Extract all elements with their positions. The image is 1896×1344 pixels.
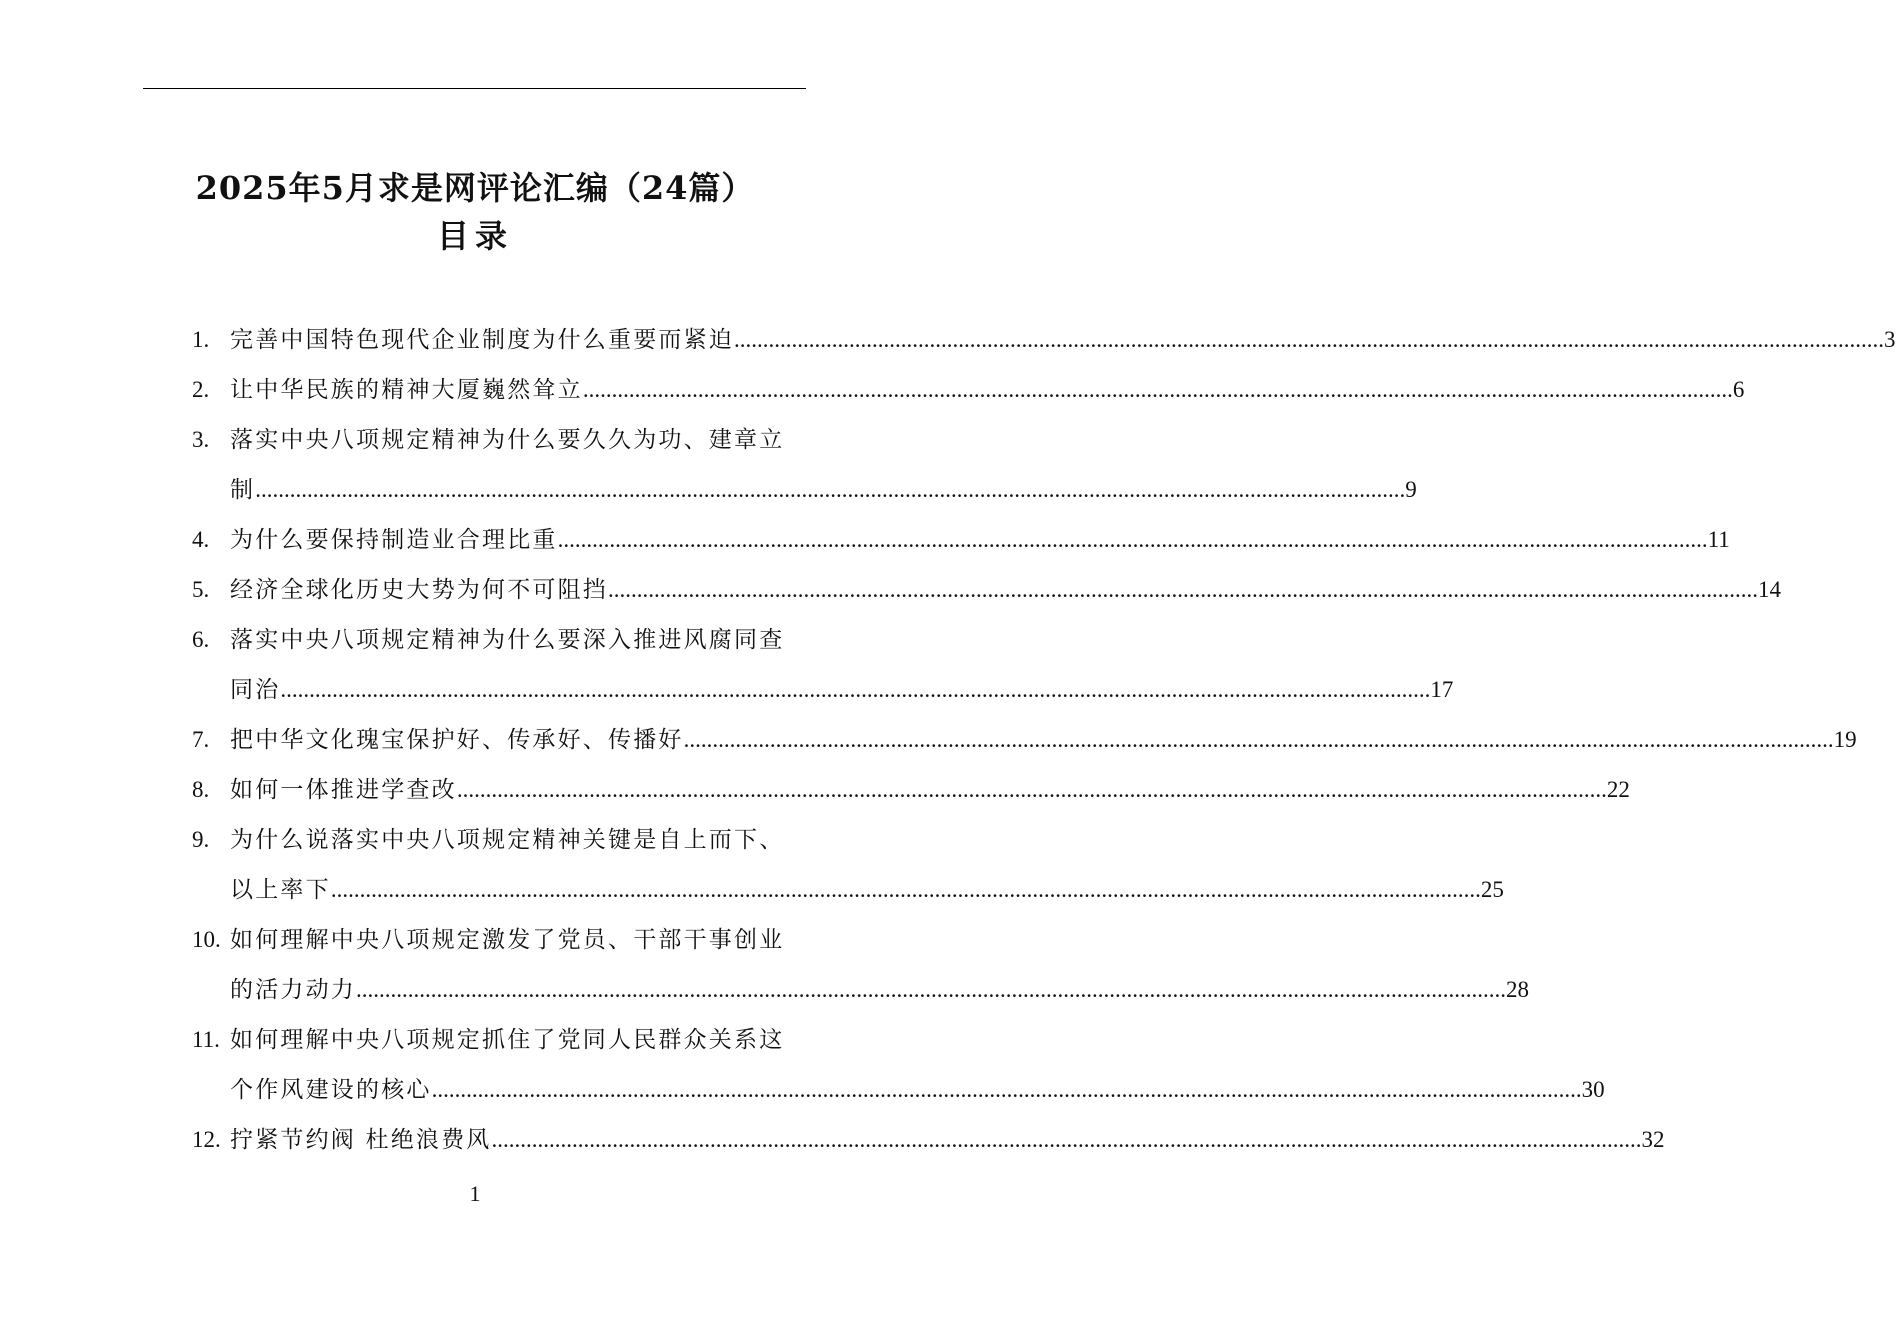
toc-entry-line bbox=[230, 970, 1529, 1010]
toc-entry-page: 14 bbox=[1758, 577, 1781, 602]
toc-entry-number: 6. bbox=[192, 627, 210, 652]
toc-entry[interactable] bbox=[0, 1120, 1665, 1160]
toc-entry-title: 如何理解中央八项规定抓住了党同人民群众关系这 bbox=[230, 1027, 785, 1053]
toc-entry-page: 30 bbox=[1581, 1077, 1605, 1102]
toc-entry-title: 经济全球化历史大势为何不可阻挡 bbox=[230, 577, 608, 603]
toc-entry-title: 落实中央八项规定精神为什么要深入推进风腐同查 bbox=[230, 627, 785, 653]
toc-entry-number: 2. bbox=[192, 377, 210, 402]
toc-entry-line bbox=[230, 470, 1417, 510]
toc-entry-number: 8. bbox=[192, 777, 210, 802]
toc-entry[interactable] bbox=[0, 520, 1730, 560]
toc-entry-title-continued: 制 bbox=[230, 477, 256, 503]
toc-entry-line bbox=[230, 670, 1454, 710]
toc-entry-page: 22 bbox=[1606, 777, 1630, 802]
toc-entry[interactable] bbox=[0, 720, 1857, 760]
toc-entry-line bbox=[230, 1120, 1665, 1160]
toc-entry-line bbox=[230, 770, 1630, 810]
toc-entry[interactable] bbox=[0, 1020, 950, 1060]
toc-entry-continuation[interactable] bbox=[0, 670, 1454, 710]
toc-leader-dots: ........................................................................................................................................................................................................ bbox=[491, 1127, 1642, 1152]
toc-entry-title: 完善中国特色现代企业制度为什么重要而紧迫 bbox=[230, 327, 734, 353]
toc-entry-title: 如何理解中央八项规定激发了党员、干部干事创业 bbox=[230, 927, 785, 953]
toc-entry-number: 1. bbox=[192, 327, 210, 352]
toc-entry[interactable] bbox=[0, 920, 950, 960]
toc-entry-number: 12. bbox=[192, 1127, 221, 1152]
toc-entry-line bbox=[230, 320, 1896, 360]
toc-entry-line bbox=[230, 870, 1504, 910]
toc-entry-title-continued: 以上率下 bbox=[230, 877, 331, 903]
toc-entry-page: 25 bbox=[1480, 877, 1504, 902]
toc-entry[interactable] bbox=[0, 420, 950, 460]
toc-entry-line bbox=[230, 1020, 806, 1060]
toc-entry-page: 17 bbox=[1430, 677, 1454, 702]
toc-leader-dots: ........................................................................................................................................................................................................ bbox=[356, 977, 1506, 1002]
toc-leader-dots: ........................................................................................................................................................................................................ bbox=[582, 377, 1733, 402]
toc-entry-line bbox=[230, 820, 806, 860]
toc-entry-line bbox=[230, 570, 1781, 610]
toc-entry-line bbox=[230, 1070, 1605, 1110]
toc-entry-title: 为什么要保持制造业合理比重 bbox=[230, 527, 558, 553]
toc-entry-number: 4. bbox=[192, 527, 210, 552]
toc-entry-title-continued: 同治 bbox=[230, 677, 281, 703]
toc-entry-continuation[interactable] bbox=[0, 870, 1504, 910]
toc-entry-title: 让中华民族的精神大厦巍然耸立 bbox=[230, 377, 583, 403]
toc-entry-page: 19 bbox=[1833, 727, 1857, 752]
toc-entry[interactable] bbox=[0, 370, 1745, 410]
toc-entry-number: 3. bbox=[192, 427, 210, 452]
toc-entry-number: 7. bbox=[192, 727, 210, 752]
toc-leader-dots: ........................................................................................................................................................................................................ bbox=[734, 327, 1884, 352]
toc-entry-number: 9. bbox=[192, 827, 210, 852]
toc-entry[interactable] bbox=[0, 570, 1781, 610]
toc-entry-title-continued: 个作风建设的核心 bbox=[230, 1077, 432, 1103]
toc-leader-dots: ........................................................................................................................................................................................................ bbox=[431, 1077, 1582, 1102]
document-title: 2025年5月求是网评论汇编（24篇） bbox=[195, 169, 755, 207]
toc-entry-title: 把中华文化瑰宝保护好、传承好、传播好 bbox=[230, 727, 684, 753]
toc-entry-line bbox=[230, 520, 1730, 560]
toc-entry-page: 3 bbox=[1884, 327, 1896, 352]
toc-heading: 目录 bbox=[436, 217, 513, 255]
toc-entry-continuation[interactable] bbox=[0, 970, 1529, 1010]
toc-entry-number: 11. bbox=[192, 1027, 220, 1052]
toc-leader-dots: ........................................................................................................................................................................................................ bbox=[330, 877, 1481, 902]
toc-entry[interactable] bbox=[0, 770, 1630, 810]
toc-entry-page: 9 bbox=[1405, 477, 1417, 502]
toc-entry-page: 6 bbox=[1732, 377, 1745, 402]
toc-entry-line bbox=[230, 370, 1745, 410]
toc-entry[interactable] bbox=[0, 820, 950, 860]
toc-entry-page: 32 bbox=[1641, 1127, 1665, 1152]
toc-entry[interactable] bbox=[0, 620, 950, 660]
toc-entry[interactable] bbox=[0, 320, 1896, 360]
toc-entry-line bbox=[230, 920, 806, 960]
toc-entry-number: 5. bbox=[192, 577, 210, 602]
toc-leader-dots: ........................................................................................................................................................................................................ bbox=[557, 527, 1708, 552]
toc-entry-line bbox=[230, 420, 806, 460]
toc-entry-line bbox=[230, 620, 806, 660]
toc-leader-dots: ........................................................................................................................................................................................................ bbox=[255, 477, 1406, 502]
toc-entry-title: 落实中央八项规定精神为什么要久久为功、建章立 bbox=[230, 427, 785, 453]
toc-entry-title: 如何一体推进学查改 bbox=[230, 777, 457, 803]
toc-entry-continuation[interactable] bbox=[0, 470, 1417, 510]
toc-leader-dots: ........................................................................................................................................................................................................ bbox=[456, 777, 1607, 802]
toc-entry-page: 28 bbox=[1506, 977, 1529, 1002]
toc-leader-dots: ........................................................................................................................................................................................................ bbox=[683, 727, 1834, 752]
toc-leader-dots: ........................................................................................................................................................................................................ bbox=[280, 677, 1431, 702]
toc-entry-title-continued: 的活力动力 bbox=[230, 977, 356, 1003]
toc-entry-continuation[interactable] bbox=[0, 1070, 1605, 1110]
toc-entry-number: 10. bbox=[192, 927, 221, 952]
header-rule bbox=[143, 88, 806, 89]
page-number: 1 bbox=[469, 1181, 481, 1206]
toc-entry-title: 为什么说落实中央八项规定精神关键是自上而下、 bbox=[230, 827, 785, 853]
toc-entry-line bbox=[230, 720, 1857, 760]
toc-entry-page: 11 bbox=[1707, 527, 1730, 552]
toc-leader-dots: ........................................................................................................................................................................................................ bbox=[608, 577, 1758, 602]
toc-entry-title: 拧紧节约阀 杜绝浪费风 bbox=[230, 1127, 492, 1153]
